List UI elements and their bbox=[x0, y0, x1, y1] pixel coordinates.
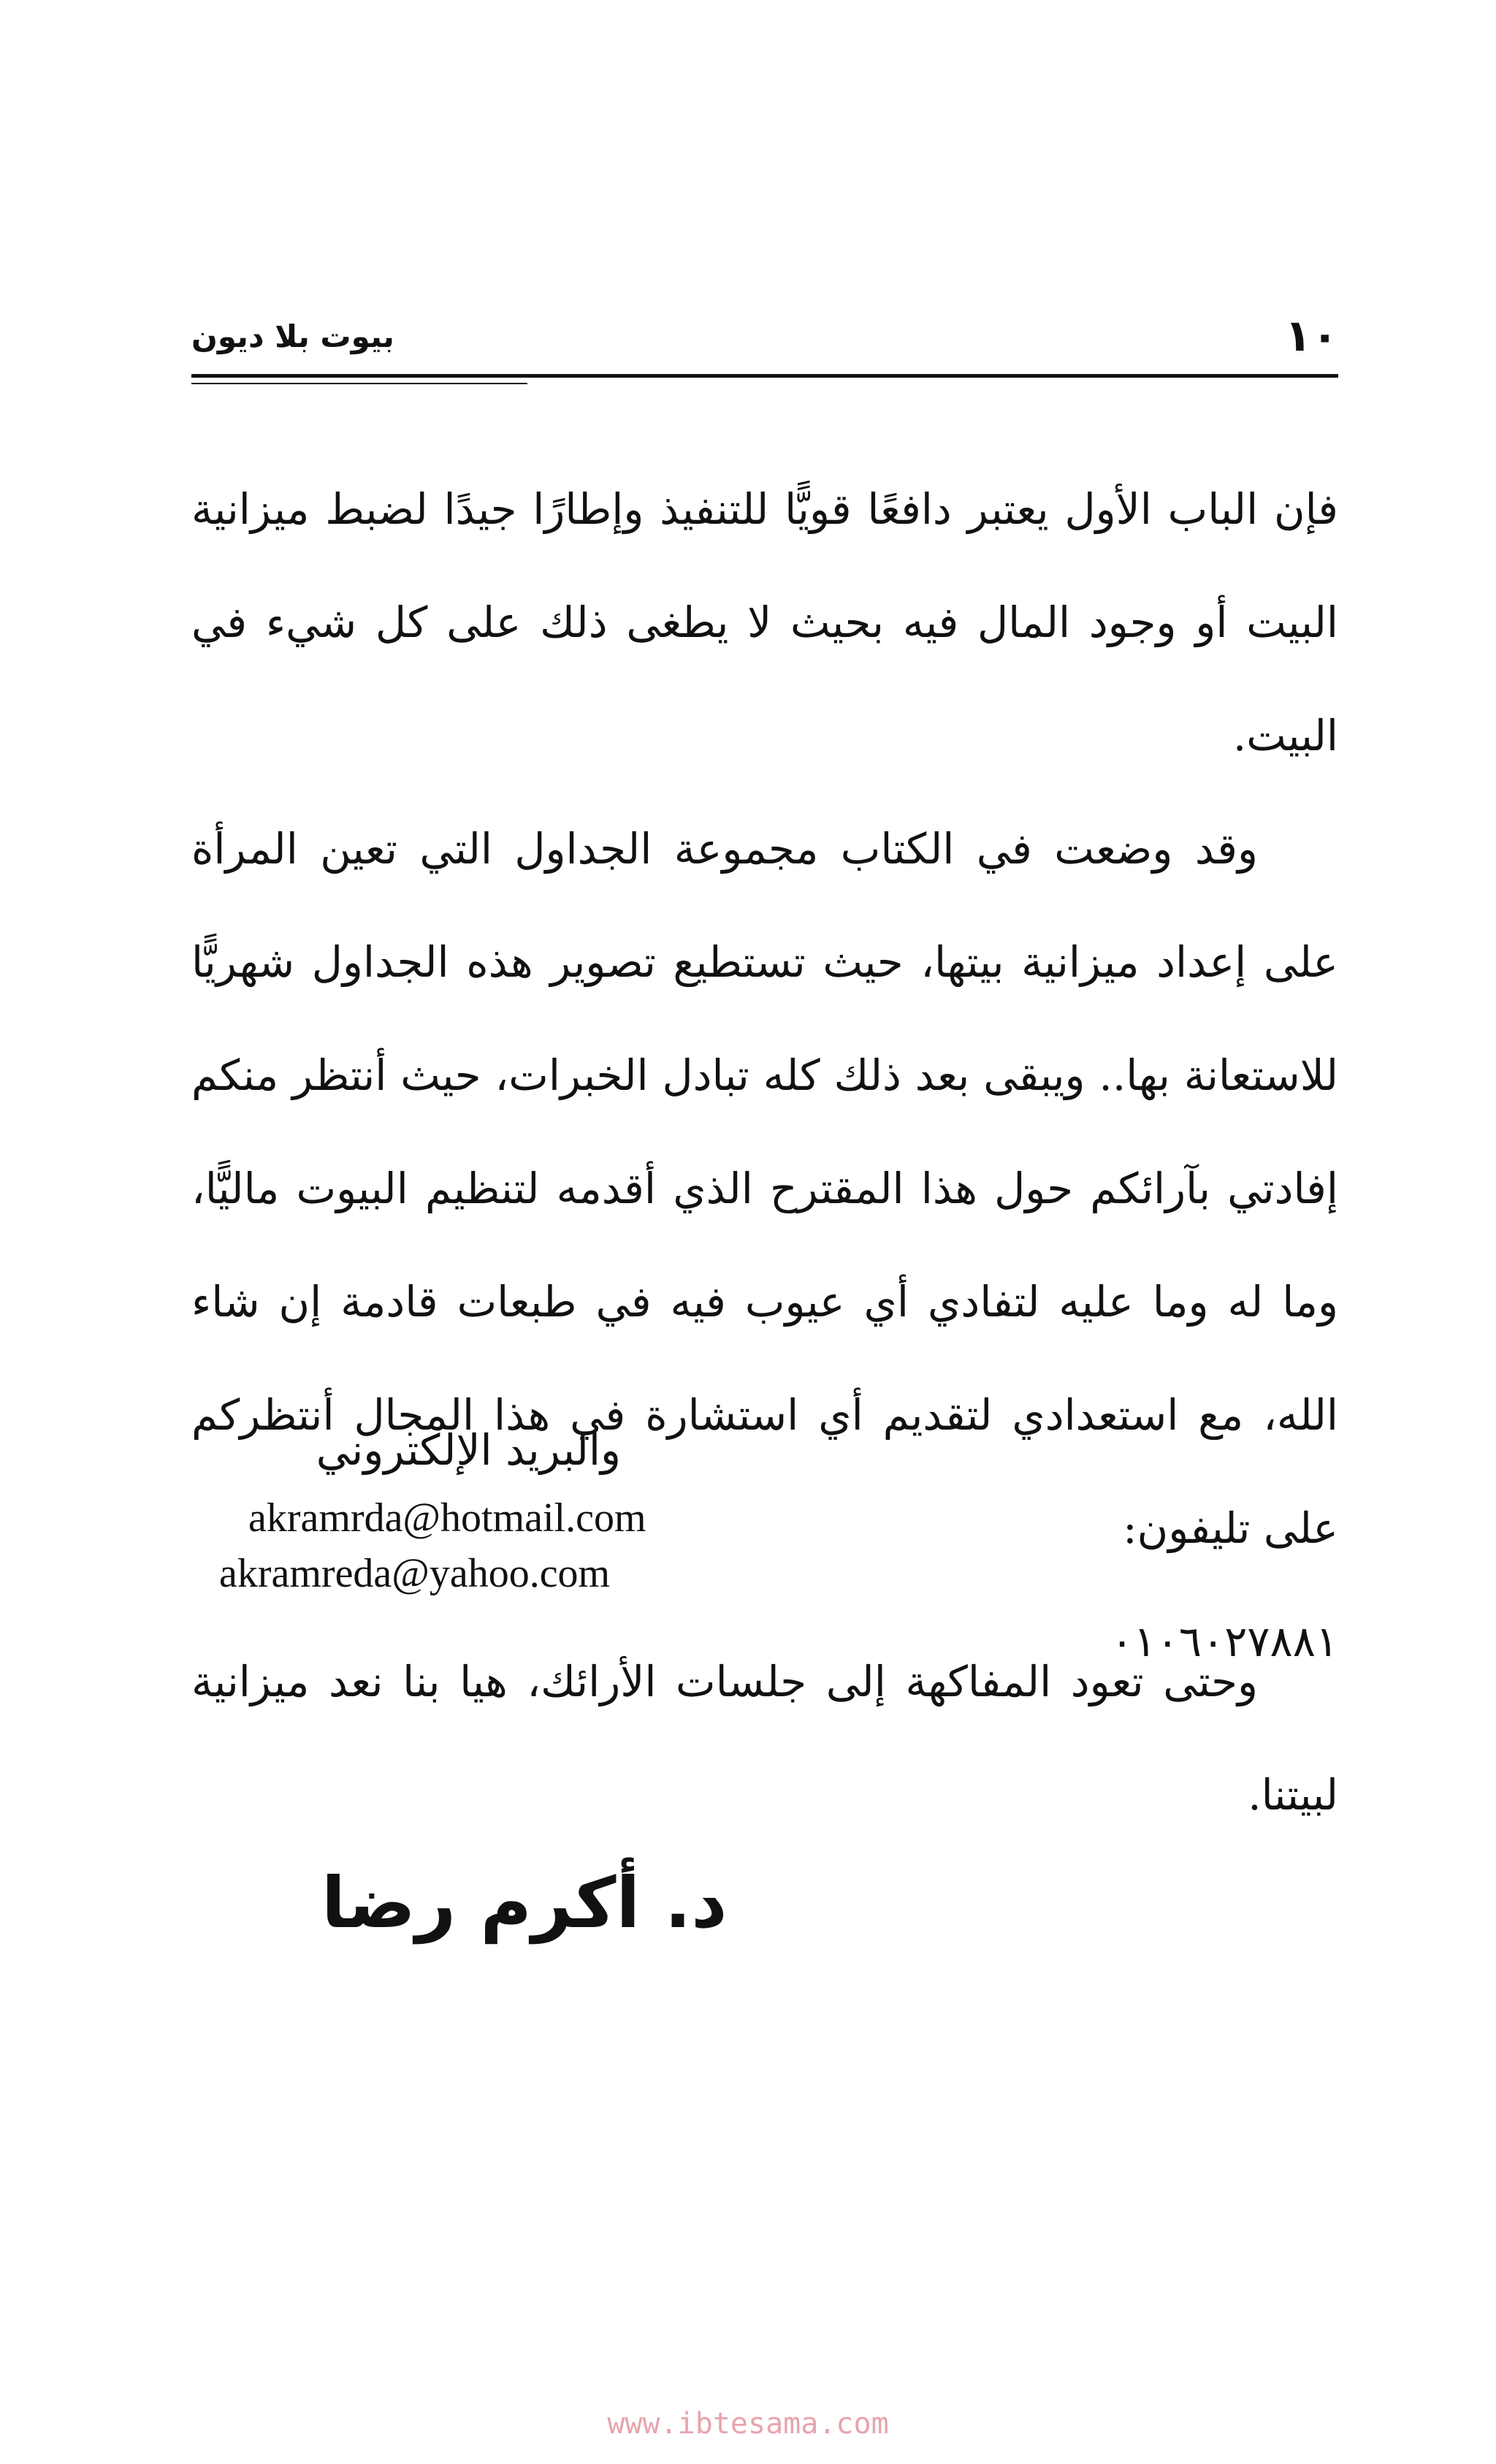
site-watermark: www.ibtesama.com bbox=[607, 2407, 889, 2441]
running-header bbox=[191, 310, 1338, 376]
header-rule-secondary bbox=[191, 383, 527, 384]
book-title: بيوت بلا ديون bbox=[191, 319, 394, 354]
email-block bbox=[219, 1410, 730, 1601]
email-hotmail: akramrda@hotmail.com bbox=[248, 1495, 646, 1541]
page-number: ١٠ bbox=[1284, 310, 1338, 362]
email-yahoo: akramreda@yahoo.com bbox=[219, 1551, 611, 1596]
closing-paragraph: وحتى تعود المفاكهة إلى جلسات الأرائك، هيا بنا نعد ميزانية لبيتنا. bbox=[191, 1657, 1338, 1820]
closing-text bbox=[191, 1625, 1338, 1852]
header-rule bbox=[191, 374, 1338, 378]
author-signature: د. أكرم رضا bbox=[321, 1862, 728, 1944]
email-label: والبريد الإلكتروني bbox=[316, 1425, 621, 1475]
paragraph-1: فإن الباب الأول يعتبر دافعًا قويًّا للتنفيذ وإطارًا جيدًا لضبط ميزانية البيت أو وجود المال فيه بحيث لا يطغى ذلك على كل شيء في البيت. bbox=[191, 484, 1338, 760]
phone-number: ٠١٠٦٠٢٧٨٨١ bbox=[1110, 1617, 1338, 1666]
paragraph-2: وقد وضعت في الكتاب مجموعة الجداول التي تعين المرأة على إعداد ميزانية بيتها، حيث تستطيع تصوير هذه الجداول شهريًّا للاستعانة بها.. ويبقى بعد ذلك كله تبادل الخبرات، حيث أنتظر منكم إفادتي بآرائكم حول هذا المقترح الذي أقدمه لتنظيم البيوت ماليًّا، وما له وما عليه لتفادي أي عيوب فيه في طبعات قادمة إن شاء الله، مع استعدادي لتقديم أي استشارة في هذا المجال أنتظركم على تليفون: bbox=[191, 824, 1338, 1553]
